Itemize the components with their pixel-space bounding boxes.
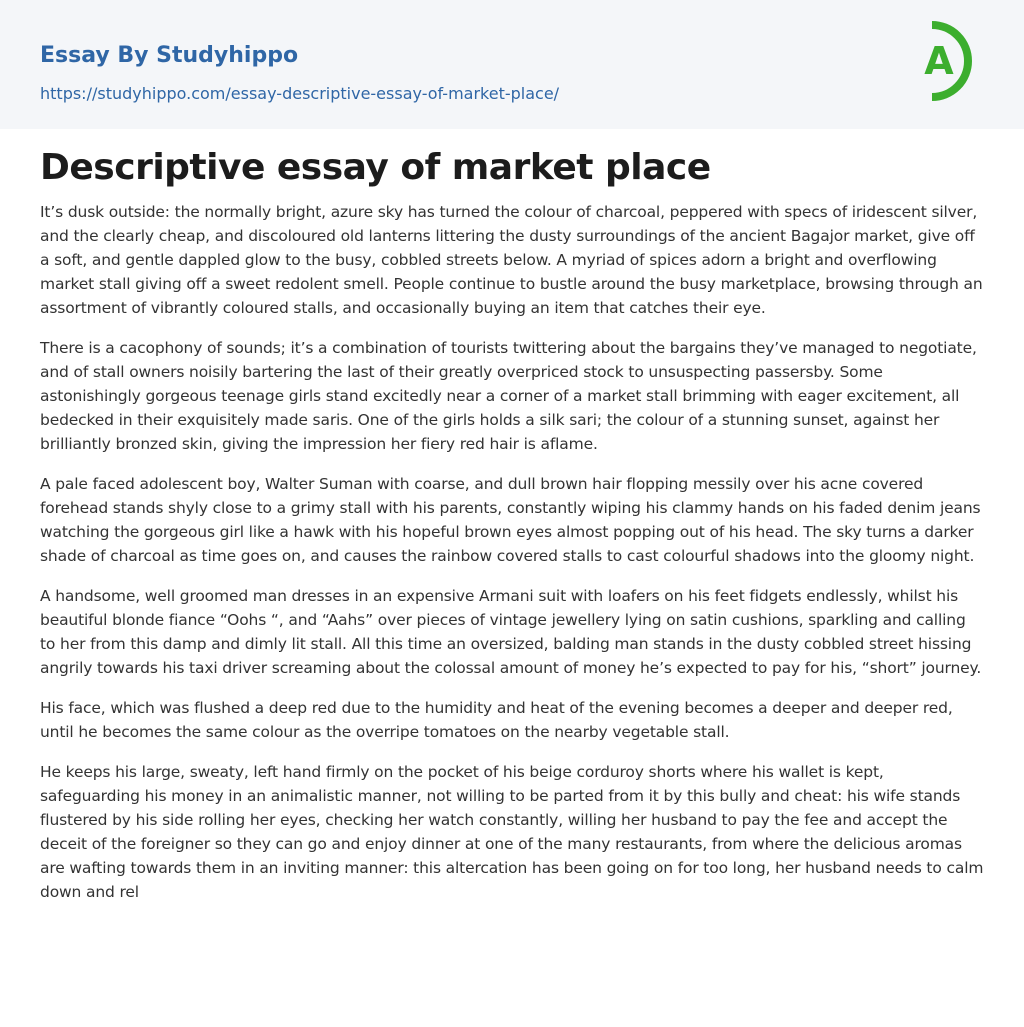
- site-header: [0, 0, 1024, 129]
- essay-paragraph: It’s dusk outside: the normally bright, azure sky has turned the colour of charcoal, peppered with specs of iridescent silver, and the clearly cheap, and discoloured old lanterns littering the dusty surroundings of the ancient Bagajor market, give off a soft, and gentle dappled glow to the busy, cobbled streets below. A myriad of spices adorn a bright and overflowing market stall giving off a sweet redolent smell. People continue to bustle around the busy marketplace, browsing through an assortment of vibrantly coloured stalls, and occasionally buying an item that catches their eye.: [40, 203, 983, 317]
- essay-title: Descriptive essay of market place: [40, 147, 711, 188]
- essay-paragraph: His face, which was flushed a deep red due to the humidity and heat of the evening becomes a deeper and deeper red, until he becomes the same colour as the overripe tomatoes on the nearby vegetable stall.: [40, 699, 953, 741]
- essay-paragraph: A pale faced adolescent boy, Walter Suman with coarse, and dull brown hair flopping messily over his acne covered forehead stands shyly close to a grimy stall with his parents, constantly wiping his clammy hands on his faded denim jeans watching the gorgeous girl like a hawk with his hopeful brown eyes almost popping out of his head. The sky turns a darker shade of charcoal as time goes on, and causes the rainbow covered stalls to cast colourful shadows into the gloomy night.: [40, 475, 981, 565]
- essay-body: [40, 200, 984, 904]
- essay-paragraph: He keeps his large, sweaty, left hand firmly on the pocket of his beige corduroy shorts where his wallet is kept, safeguarding his money in an animalistic manner, not willing to be parted from it by this bully and cheat: his wife stands flustered by his side rolling her eyes, checking her watch constantly, willing her husband to pay the fee and accept the deceit of the foreigner so they can go and enjoy dinner at one of the many restaurants, from where the delicious aromas are wafting towards them in an inviting manner: this altercation has been going on for too long, her husband needs to calm down and rel: [40, 763, 984, 901]
- essay-url-link[interactable]: https://studyhippo.com/essay-descriptive-essay-of-market-place/: [40, 84, 560, 103]
- site-brand[interactable]: Essay By Studyhippo: [40, 43, 299, 68]
- logo-letter: A: [924, 39, 954, 83]
- studyhippo-logo-icon[interactable]: [906, 17, 990, 105]
- essay-paragraph: There is a cacophony of sounds; it’s a combination of tourists twittering about the bargains they’ve managed to negotiate, and of stall owners noisily bartering the last of their greatly overpriced stock to unsuspecting passersby. Some astonishingly gorgeous teenage girls stand excitedly near a corner of a market stall brimming with eager excitement, all bedecked in their exquisitely made saris. One of the girls holds a silk sari; the colour of a stunning sunset, against her brilliantly bronzed skin, giving the impression her fiery red hair is aflame.: [40, 339, 977, 453]
- essay-paragraph: A handsome, well groomed man dresses in an expensive Armani suit with loafers on his feet fidgets endlessly, whilst his beautiful blonde fiance “Oohs “, and “Aahs” over pieces of vintage jewellery lying on satin cushions, sparkling and calling to her from this damp and dimly lit stall. All this time an oversized, balding man stands in the dusty cobbled street hissing angrily towards his taxi driver screaming about the colossal amount of money he’s expected to pay for his, “short” journey.: [40, 587, 982, 677]
